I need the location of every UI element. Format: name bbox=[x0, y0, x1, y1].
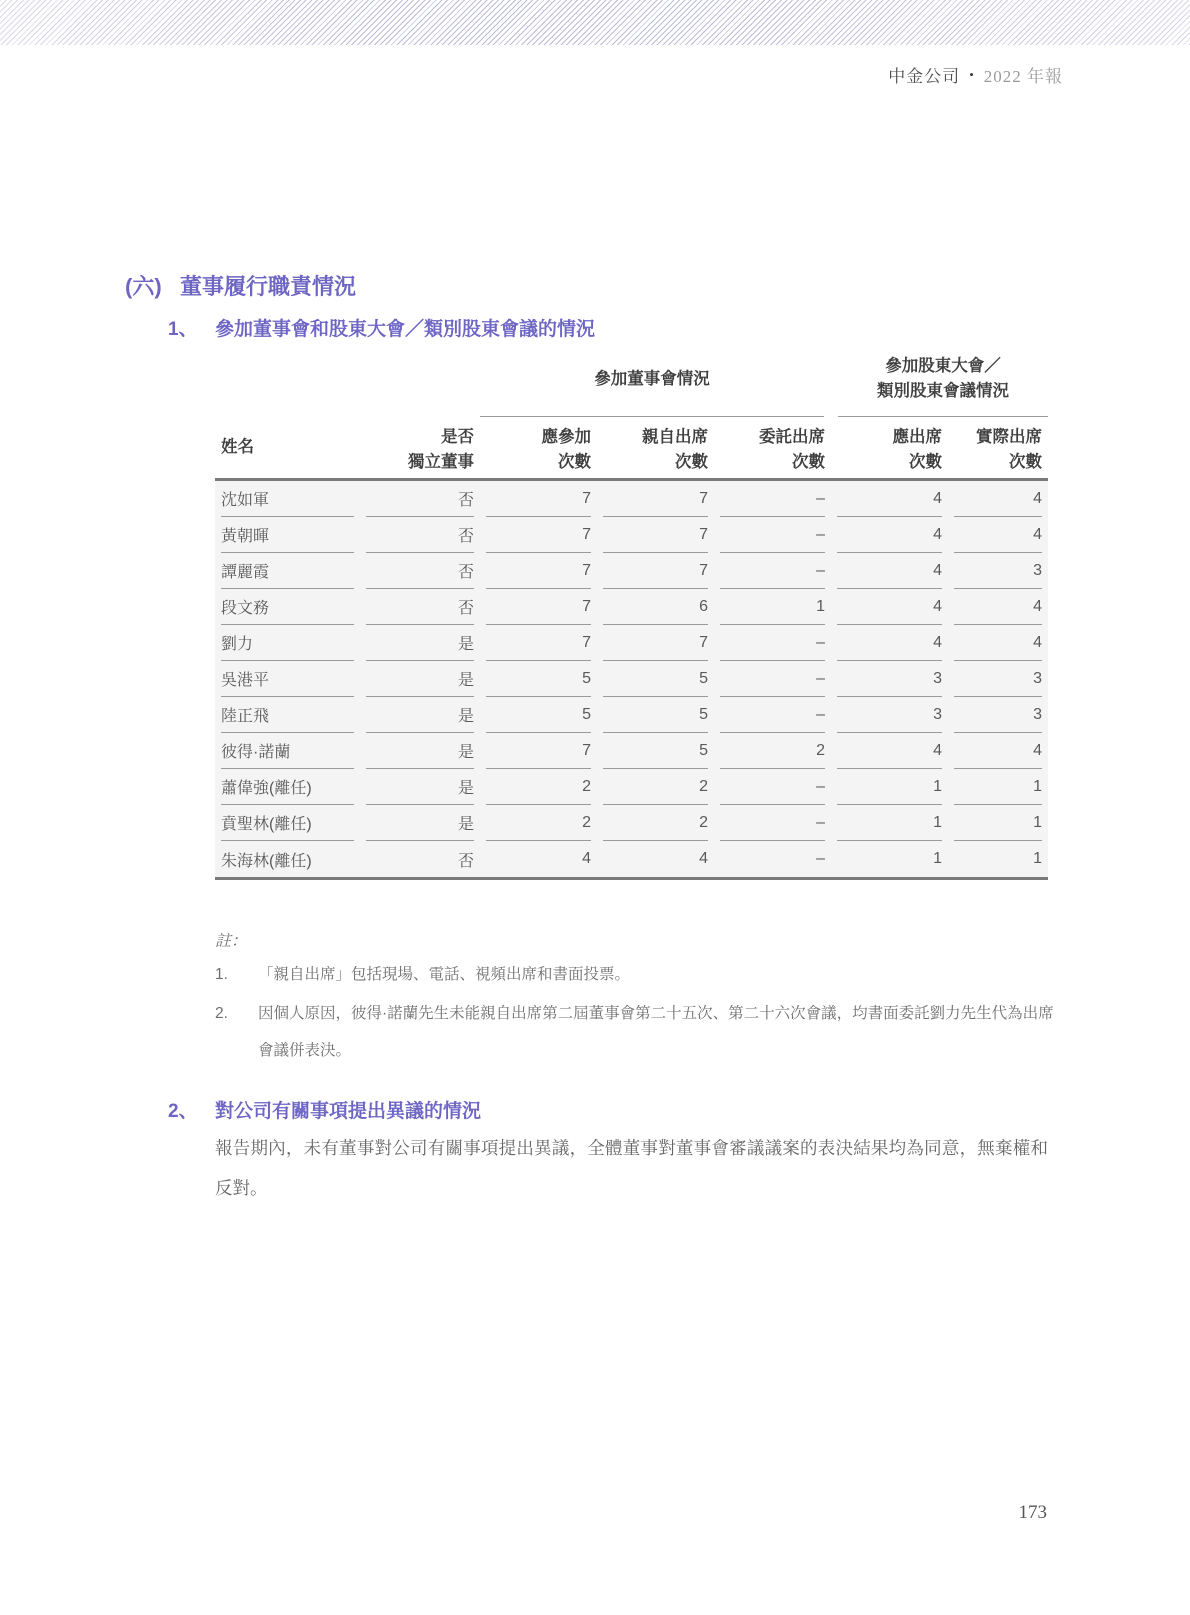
cell-value: 否 bbox=[360, 589, 480, 625]
cell-value: – bbox=[714, 805, 831, 841]
cell-value: 否 bbox=[360, 517, 480, 553]
page-number: 173 bbox=[1018, 1502, 1047, 1523]
note-2-number: 2. bbox=[215, 1005, 228, 1022]
cell-value: 4 bbox=[948, 589, 1048, 625]
subsection-2-paragraph: 報告期內，未有董事對公司有關事項提出異議，全體董事對董事會審議議案的表決結果均為同意，無棄權和反對。 bbox=[215, 1138, 1048, 1198]
cell-value: 4 bbox=[831, 589, 948, 625]
group-header-shareholder-label: 參加股東大會／ 類別股東會議情況 bbox=[877, 357, 1010, 400]
group-header-board-label: 參加董事會情況 bbox=[594, 370, 710, 388]
section-number: (六) bbox=[125, 274, 162, 299]
cell-value: 1 bbox=[948, 769, 1048, 805]
table-row bbox=[215, 553, 1048, 589]
cell-value: 3 bbox=[948, 661, 1048, 697]
note-2-text: 因個人原因，彼得·諾蘭先生未能親自出席第二屆董事會第二十五次、第二十六次會議，均書面委託劉力先生代為出席會議併表決。 bbox=[258, 1005, 1054, 1059]
subsection-1-number: 1、 bbox=[168, 319, 198, 340]
cell-director-name: 譚麗霞 bbox=[215, 553, 360, 589]
cell-value: 1 bbox=[714, 589, 831, 625]
cell-value: 7 bbox=[597, 517, 714, 553]
subsection-2-heading bbox=[168, 1096, 481, 1123]
cell-value: 4 bbox=[597, 841, 714, 880]
cell-value: 否 bbox=[360, 478, 480, 517]
cell-director-name: 吳港平 bbox=[215, 661, 360, 697]
column-header-by-proxy: 委託出席 次數 bbox=[714, 417, 831, 478]
section-title: 董事履行職責情況 bbox=[180, 274, 357, 299]
cell-value: 是 bbox=[360, 625, 480, 661]
cell-value: 3 bbox=[831, 697, 948, 733]
cell-director-name: 陸正飛 bbox=[215, 697, 360, 733]
cell-value: 1 bbox=[831, 805, 948, 841]
cell-value: 4 bbox=[948, 478, 1048, 517]
cell-value: – bbox=[714, 553, 831, 589]
cell-value: 5 bbox=[480, 661, 597, 697]
cell-value: 2 bbox=[714, 733, 831, 769]
attendance-table-grid bbox=[215, 350, 1048, 880]
subsection-1-title: 參加董事會和股東大會／類別股東會議的情況 bbox=[215, 319, 596, 340]
table-row bbox=[215, 841, 1048, 880]
notes-label: 註： bbox=[215, 933, 248, 950]
cell-value: 是 bbox=[360, 733, 480, 769]
cell-value: 4 bbox=[831, 625, 948, 661]
cell-value: – bbox=[714, 478, 831, 517]
running-header bbox=[888, 62, 1063, 87]
cell-value: 4 bbox=[948, 733, 1048, 769]
cell-value: 否 bbox=[360, 841, 480, 880]
cell-value: – bbox=[714, 625, 831, 661]
cell-value: 是 bbox=[360, 805, 480, 841]
table-row bbox=[215, 733, 1048, 769]
group-header-spacer bbox=[215, 350, 480, 417]
table-group-header-row bbox=[215, 350, 1048, 417]
cell-value: 5 bbox=[597, 697, 714, 733]
cell-value: 7 bbox=[597, 553, 714, 589]
note-item-2 bbox=[215, 995, 1055, 1069]
column-header-in-person: 親自出席 次數 bbox=[597, 417, 714, 478]
cell-value: 1 bbox=[948, 841, 1048, 880]
cell-value: 4 bbox=[831, 553, 948, 589]
note-item-1 bbox=[215, 956, 1055, 993]
column-header-name: 姓名 bbox=[215, 417, 360, 478]
cell-value: 3 bbox=[948, 697, 1048, 733]
cell-value: 4 bbox=[948, 625, 1048, 661]
cell-director-name: 蕭偉強(離任) bbox=[215, 769, 360, 805]
group-header-shareholder-meetings bbox=[831, 350, 1048, 417]
cell-value: 7 bbox=[480, 553, 597, 589]
table-column-header-row bbox=[215, 417, 1048, 478]
cell-director-name: 黃朝暉 bbox=[215, 517, 360, 553]
cell-value: 7 bbox=[597, 625, 714, 661]
subsection-2-title: 對公司有關事項提出異議的情況 bbox=[215, 1101, 482, 1122]
cell-value: 否 bbox=[360, 553, 480, 589]
table-row bbox=[215, 589, 1048, 625]
cell-value: 7 bbox=[480, 733, 597, 769]
cell-director-name: 朱海林(離任) bbox=[215, 841, 360, 880]
cell-value: 是 bbox=[360, 697, 480, 733]
cell-value: – bbox=[714, 697, 831, 733]
cell-value: 1 bbox=[831, 841, 948, 880]
cell-value: 2 bbox=[597, 769, 714, 805]
cell-value: – bbox=[714, 517, 831, 553]
cell-value: – bbox=[714, 769, 831, 805]
note-1-text: 「親自出席」包括現場、電話、視頻出席和書面投票。 bbox=[258, 966, 631, 983]
column-header-independent: 是否 獨立董事 bbox=[360, 417, 480, 478]
table-body bbox=[215, 478, 1048, 880]
group-header-board-meetings bbox=[480, 350, 831, 417]
cell-value: 7 bbox=[480, 589, 597, 625]
cell-director-name: 賁聖林(離任) bbox=[215, 805, 360, 841]
decorative-hatch-band bbox=[0, 0, 1190, 45]
header-separator-dot: • bbox=[969, 66, 975, 82]
table-row bbox=[215, 697, 1048, 733]
cell-value: 7 bbox=[597, 478, 714, 517]
cell-director-name: 劉力 bbox=[215, 625, 360, 661]
cell-director-name: 沈如軍 bbox=[215, 478, 360, 517]
cell-value: 2 bbox=[597, 805, 714, 841]
cell-value: 5 bbox=[480, 697, 597, 733]
subsection-1-heading bbox=[168, 314, 595, 341]
table-row bbox=[215, 625, 1048, 661]
subsection-2-number: 2、 bbox=[168, 1101, 198, 1122]
cell-value: 是 bbox=[360, 769, 480, 805]
header-report-year: 2022 年報 bbox=[983, 67, 1063, 86]
cell-value: 3 bbox=[831, 661, 948, 697]
section-heading bbox=[125, 270, 356, 301]
cell-value: 2 bbox=[480, 805, 597, 841]
cell-value: 4 bbox=[831, 733, 948, 769]
table-row bbox=[215, 661, 1048, 697]
cell-value: 7 bbox=[480, 517, 597, 553]
cell-value: 2 bbox=[480, 769, 597, 805]
table-row bbox=[215, 769, 1048, 805]
cell-director-name: 彼得·諾蘭 bbox=[215, 733, 360, 769]
cell-value: 6 bbox=[597, 589, 714, 625]
table-row bbox=[215, 478, 1048, 517]
cell-value: 1 bbox=[948, 805, 1048, 841]
column-header-required-shareholder: 應出席 次數 bbox=[831, 417, 948, 478]
cell-value: 4 bbox=[480, 841, 597, 880]
cell-value: 是 bbox=[360, 661, 480, 697]
cell-value: 4 bbox=[948, 517, 1048, 553]
cell-value: 4 bbox=[831, 478, 948, 517]
column-header-actual-shareholder: 實際出席 次數 bbox=[948, 417, 1048, 478]
cell-value: 4 bbox=[831, 517, 948, 553]
cell-value: 5 bbox=[597, 733, 714, 769]
cell-value: – bbox=[714, 841, 831, 880]
header-company-name: 中金公司 bbox=[888, 67, 961, 86]
cell-value: 5 bbox=[597, 661, 714, 697]
cell-value: 1 bbox=[831, 769, 948, 805]
cell-value: 7 bbox=[480, 625, 597, 661]
table-row bbox=[215, 805, 1048, 841]
column-header-required-attend: 應參加 次數 bbox=[480, 417, 597, 478]
note-1-number: 1. bbox=[215, 966, 228, 983]
cell-director-name: 段文務 bbox=[215, 589, 360, 625]
attendance-table bbox=[215, 350, 1048, 880]
table-row bbox=[215, 517, 1048, 553]
cell-value: 3 bbox=[948, 553, 1048, 589]
cell-value: – bbox=[714, 661, 831, 697]
cell-value: 7 bbox=[480, 478, 597, 517]
